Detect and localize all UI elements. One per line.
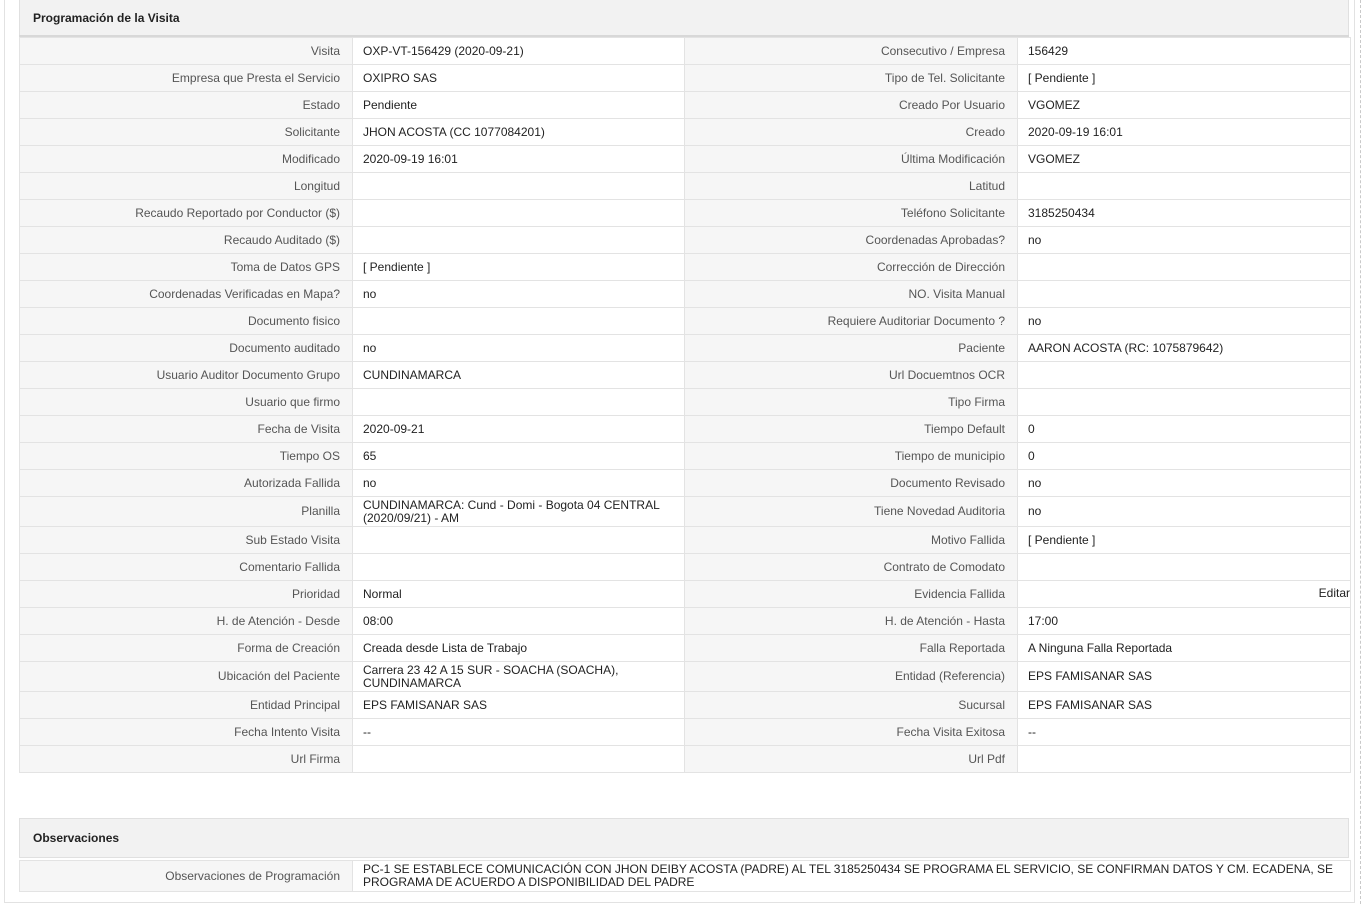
right-field-label-text: Paciente: [958, 340, 1005, 355]
details-row: [20, 497, 1351, 527]
left-field-value-text: [ Pendiente ]: [363, 259, 431, 274]
left-field-label-text: Prioridad: [291, 586, 340, 601]
right-field-label-text: Tipo Firma: [948, 394, 1005, 409]
right-field-label-text: Documento Revisado: [890, 475, 1005, 490]
details-row: [20, 662, 1351, 692]
right-field-value: [1018, 335, 1351, 362]
right-field-label-text: Coordenadas Aprobadas?: [865, 232, 1005, 247]
right-field-label: [685, 38, 1018, 65]
left-field-label-text: Tiempo OS: [279, 448, 340, 463]
details-row: [20, 527, 1351, 554]
details-row: [20, 335, 1351, 362]
visit-details-table: [19, 37, 1351, 773]
left-field-label: [20, 308, 353, 335]
left-field-label-text: Modificado: [281, 151, 340, 166]
left-field-value: [353, 92, 685, 119]
right-field-value: [1018, 554, 1351, 581]
right-field-value: [1018, 416, 1351, 443]
left-field-label-text: Fecha Intento Visita: [234, 724, 340, 739]
left-field-value-text: 2020-09-19 16:01: [363, 151, 458, 166]
right-field-label: [685, 308, 1018, 335]
right-field-label-text: Falla Reportada: [919, 640, 1005, 655]
left-field-value: [353, 65, 685, 92]
right-field-value-text: no: [1028, 232, 1042, 247]
right-field-value-text: no: [1028, 475, 1042, 490]
left-field-label-text: Toma de Datos GPS: [230, 259, 340, 274]
left-field-label-text: Autorizada Fallida: [243, 475, 340, 490]
right-field-value-text: 0: [1028, 448, 1035, 463]
left-field-label: [20, 497, 353, 527]
left-field-value: [353, 308, 685, 335]
right-field-value: [1018, 254, 1351, 281]
left-field-value-text: --: [363, 724, 371, 739]
left-field-value-text: EPS FAMISANAR SAS: [363, 697, 488, 712]
right-field-value: [1018, 581, 1351, 608]
right-field-value-text: --: [1028, 724, 1036, 739]
left-field-label: [20, 470, 353, 497]
left-field-value: [353, 38, 685, 65]
right-field-label: [685, 173, 1018, 200]
right-field-label: [685, 416, 1018, 443]
right-field-label-text: NO. Visita Manual: [908, 286, 1005, 301]
details-row: [20, 200, 1351, 227]
right-field-label: [685, 497, 1018, 527]
right-field-label-text: Tiene Novedad Auditoria: [874, 504, 1005, 518]
left-field-label-text: Entidad Principal: [249, 697, 340, 712]
left-field-label: [20, 173, 353, 200]
left-field-value: [353, 227, 685, 254]
left-field-value: [353, 497, 685, 527]
right-field-label: [685, 581, 1018, 608]
left-field-value-text: Normal: [363, 586, 402, 601]
right-field-label: [685, 719, 1018, 746]
observations-table: [19, 860, 1351, 892]
left-field-value-text: JHON ACOSTA (CC 1077084201): [363, 124, 545, 139]
left-field-label-text: Recaudo Reportado por Conductor ($): [135, 205, 340, 220]
right-field-value: [1018, 119, 1351, 146]
left-field-value: [353, 335, 685, 362]
right-field-value: [1018, 200, 1351, 227]
right-field-label: [685, 65, 1018, 92]
edit-evidence-link[interactable]: Editar: [1318, 585, 1350, 600]
left-field-value-text: CUNDINAMARCA: Cund - Domi - Bogota 04 CENTRAL (2020/09/21) - AM: [363, 497, 660, 525]
left-field-label-text: Recaudo Auditado ($): [223, 232, 340, 247]
right-field-label: [685, 635, 1018, 662]
details-row: [20, 470, 1351, 497]
left-field-label: [20, 38, 353, 65]
left-field-label: [20, 119, 353, 146]
right-field-label: [685, 554, 1018, 581]
right-field-value: [1018, 662, 1351, 692]
details-row: [20, 692, 1351, 719]
right-field-value-text: A Ninguna Falla Reportada: [1028, 640, 1173, 655]
left-field-label: [20, 362, 353, 389]
left-field-value: [353, 662, 685, 692]
left-field-label-text: Usuario que firmo: [245, 394, 340, 409]
left-field-label-text: Coordenadas Verificadas en Mapa?: [149, 286, 340, 301]
left-field-label: [20, 692, 353, 719]
right-field-value-text: no: [1028, 504, 1042, 518]
right-field-label-text: Evidencia Fallida: [914, 586, 1005, 601]
right-field-value-text: 17:00: [1028, 613, 1059, 628]
right-field-value: [1018, 746, 1351, 773]
left-field-label-text: Documento fisico: [247, 313, 340, 328]
left-field-value-text: OXP-VT-156429 (2020-09-21): [363, 43, 524, 58]
right-field-label: [685, 227, 1018, 254]
right-field-label-text: Sucursal: [958, 697, 1005, 712]
right-field-value: [1018, 173, 1351, 200]
right-field-label-text: Tiempo de municipio: [894, 448, 1005, 463]
left-field-value: [353, 173, 685, 200]
right-field-label: [685, 527, 1018, 554]
details-row: [20, 146, 1351, 173]
details-row: [20, 119, 1351, 146]
details-row: [20, 389, 1351, 416]
right-field-label-text: Latitud: [968, 178, 1005, 193]
left-field-label: [20, 227, 353, 254]
right-field-label-text: Teléfono Solicitante: [900, 205, 1005, 220]
right-field-label: [685, 335, 1018, 362]
details-row: [20, 38, 1351, 65]
details-row: [20, 746, 1351, 773]
right-field-value-text: 0: [1028, 421, 1035, 436]
left-field-label: [20, 554, 353, 581]
left-field-label-text: Empresa que Presta el Servicio: [171, 70, 340, 85]
right-field-label: [685, 119, 1018, 146]
details-row: [20, 281, 1351, 308]
right-field-label-text: Requiere Auditoriar Documento ?: [827, 313, 1005, 328]
right-field-label: [685, 254, 1018, 281]
details-row: [20, 308, 1351, 335]
details-row: [20, 65, 1351, 92]
left-field-value-text: no: [363, 340, 377, 355]
details-row: [20, 581, 1351, 608]
left-field-value: [353, 635, 685, 662]
programming-section-header: [19, 0, 1349, 36]
left-field-label-text: Fecha de Visita: [257, 421, 340, 436]
left-field-label-text: Sub Estado Visita: [245, 532, 340, 547]
right-field-label-text: H. de Atención - Hasta: [884, 613, 1005, 628]
left-field-label-text: Usuario Auditor Documento Grupo: [156, 367, 340, 382]
right-field-label-text: Tiempo Default: [924, 421, 1005, 436]
right-field-value-text: EPS FAMISANAR SAS: [1028, 697, 1153, 712]
right-field-label: [685, 746, 1018, 773]
right-field-value: [1018, 308, 1351, 335]
right-field-value-text: EPS FAMISANAR SAS: [1028, 669, 1153, 683]
right-field-value-text: VGOMEZ: [1028, 151, 1081, 166]
left-field-label: [20, 200, 353, 227]
left-field-value: [353, 581, 685, 608]
right-field-label-text: Entidad (Referencia): [894, 669, 1005, 683]
left-field-label: [20, 746, 353, 773]
right-field-value: [1018, 443, 1351, 470]
details-row: [20, 443, 1351, 470]
right-field-label: [685, 200, 1018, 227]
left-field-label: [20, 254, 353, 281]
left-field-value: [353, 119, 685, 146]
left-field-value: [353, 254, 685, 281]
left-field-label: [20, 443, 353, 470]
left-field-label: [20, 416, 353, 443]
left-field-label-text: Solicitante: [284, 124, 340, 139]
left-field-label-text: Forma de Creación: [237, 640, 340, 655]
left-field-label: [20, 335, 353, 362]
right-field-value: [1018, 362, 1351, 389]
left-field-value-text: 08:00: [363, 613, 394, 628]
right-field-label-text: Última Modificación: [900, 151, 1005, 166]
observations-section-title: Observaciones: [33, 831, 120, 845]
right-field-value: [1018, 65, 1351, 92]
left-field-label-text: H. de Atención - Desde: [216, 613, 340, 628]
vertical-divider: [1360, 0, 1361, 904]
right-field-value: [1018, 692, 1351, 719]
left-field-label: [20, 281, 353, 308]
left-field-value-text: OXIPRO SAS: [363, 70, 438, 85]
left-field-label-text: Longitud: [293, 178, 340, 193]
right-field-value-text: [ Pendiente ]: [1028, 70, 1096, 85]
right-field-value-text: 156429: [1028, 43, 1069, 58]
left-field-value: [353, 470, 685, 497]
observations-row: [20, 861, 1351, 892]
left-field-label: [20, 608, 353, 635]
left-field-label-text: Ubicación del Paciente: [217, 669, 340, 683]
right-field-label: [685, 281, 1018, 308]
left-field-value: [353, 389, 685, 416]
right-field-label-text: Contrato de Comodato: [883, 559, 1005, 574]
details-row: [20, 416, 1351, 443]
right-field-value-text: AARON ACOSTA (RC: 1075879642): [1028, 340, 1224, 355]
left-field-value-text: Carrera 23 42 A 15 SUR - SOACHA (SOACHA), CUNDINAMARCA: [363, 662, 619, 690]
left-field-value: [353, 746, 685, 773]
left-field-value-text: 2020-09-21: [363, 421, 425, 436]
left-field-label-text: Visita: [310, 43, 340, 58]
right-field-value: [1018, 497, 1351, 527]
right-field-label: [685, 92, 1018, 119]
right-field-value-text: [ Pendiente ]: [1028, 532, 1096, 547]
left-field-label-text: Estado: [302, 97, 340, 112]
left-field-value-text: CUNDINAMARCA: [363, 367, 462, 382]
left-field-value: [353, 692, 685, 719]
details-row: [20, 254, 1351, 281]
left-field-value-text: Creada desde Lista de Trabajo: [363, 640, 528, 655]
left-field-value: [353, 362, 685, 389]
right-field-label: [685, 146, 1018, 173]
right-field-label-text: Url Docuemtnos OCR: [888, 367, 1005, 382]
observations-value: PC-1 SE ESTABLECE COMUNICACIÓN CON JHON DEIBY ACOSTA (PADRE) AL TEL 3185250434 SE PROGRAMA EL SERVICIO, SE CONFIRMAN DATOS Y CM. ECADENA, SE PROGRAMA DE ACUERDO A DISPONIBILIDAD DEL PADRE: [353, 861, 1351, 892]
left-field-value-text: no: [363, 286, 377, 301]
left-field-label-text: Documento auditado: [229, 340, 340, 355]
left-field-value: [353, 200, 685, 227]
left-field-value-text: no: [363, 475, 377, 490]
details-row: [20, 635, 1351, 662]
left-field-value: [353, 527, 685, 554]
right-field-label: [685, 662, 1018, 692]
left-field-value: [353, 719, 685, 746]
left-field-label-text: Comentario Fallida: [239, 559, 340, 574]
details-row: [20, 554, 1351, 581]
right-field-value: [1018, 527, 1351, 554]
right-field-value: [1018, 227, 1351, 254]
right-field-value-text: VGOMEZ: [1028, 97, 1081, 112]
observations-section-header: [19, 818, 1349, 858]
programming-section-title: Programación de la Visita: [33, 10, 180, 25]
left-field-value: [353, 554, 685, 581]
right-field-label: [685, 608, 1018, 635]
right-field-value: [1018, 92, 1351, 119]
right-field-label-text: Creado Por Usuario: [898, 97, 1005, 112]
right-field-label-text: Url Pdf: [968, 751, 1005, 766]
left-field-label: [20, 65, 353, 92]
right-field-value: [1018, 38, 1351, 65]
right-field-value-text: 2020-09-19 16:01: [1028, 124, 1123, 139]
left-field-label-text: Planilla: [301, 504, 340, 518]
right-field-value: [1018, 608, 1351, 635]
right-field-label: [685, 443, 1018, 470]
left-field-value-text: Pendiente: [363, 97, 418, 112]
right-field-value: [1018, 719, 1351, 746]
left-field-value: [353, 608, 685, 635]
left-field-value: [353, 443, 685, 470]
right-field-value: [1018, 389, 1351, 416]
details-row: [20, 227, 1351, 254]
right-field-value: [1018, 635, 1351, 662]
right-field-value: [1018, 470, 1351, 497]
left-field-label: [20, 389, 353, 416]
left-field-value: [353, 281, 685, 308]
right-field-value: [1018, 146, 1351, 173]
right-field-label-text: Motivo Fallida: [930, 532, 1005, 547]
observations-label: Observaciones de Programación: [20, 861, 353, 892]
right-field-label-text: Fecha Visita Exitosa: [896, 724, 1005, 739]
right-field-label-text: Creado: [965, 124, 1005, 139]
right-field-value-text: no: [1028, 313, 1042, 328]
details-row: [20, 362, 1351, 389]
details-row: [20, 608, 1351, 635]
right-field-label-text: Tipo de Tel. Solicitante: [884, 70, 1005, 85]
left-field-label: [20, 581, 353, 608]
left-field-value: [353, 146, 685, 173]
left-field-value-text: 65: [363, 448, 377, 463]
left-field-label: [20, 662, 353, 692]
left-field-value: [353, 416, 685, 443]
left-field-label: [20, 719, 353, 746]
right-field-label-text: Consecutivo / Empresa: [880, 43, 1005, 58]
left-field-label-text: Url Firma: [290, 751, 340, 766]
right-field-label: [685, 389, 1018, 416]
details-row: [20, 92, 1351, 119]
left-field-label: [20, 527, 353, 554]
right-field-label: [685, 692, 1018, 719]
details-row: [20, 719, 1351, 746]
details-row: [20, 173, 1351, 200]
left-field-label: [20, 635, 353, 662]
right-field-label: [685, 470, 1018, 497]
left-field-label: [20, 92, 353, 119]
right-field-value: [1018, 281, 1351, 308]
right-field-label: [685, 362, 1018, 389]
right-field-label-text: Corrección de Dirección: [876, 259, 1005, 274]
right-field-value-text: 3185250434: [1028, 205, 1095, 220]
left-field-label: [20, 146, 353, 173]
